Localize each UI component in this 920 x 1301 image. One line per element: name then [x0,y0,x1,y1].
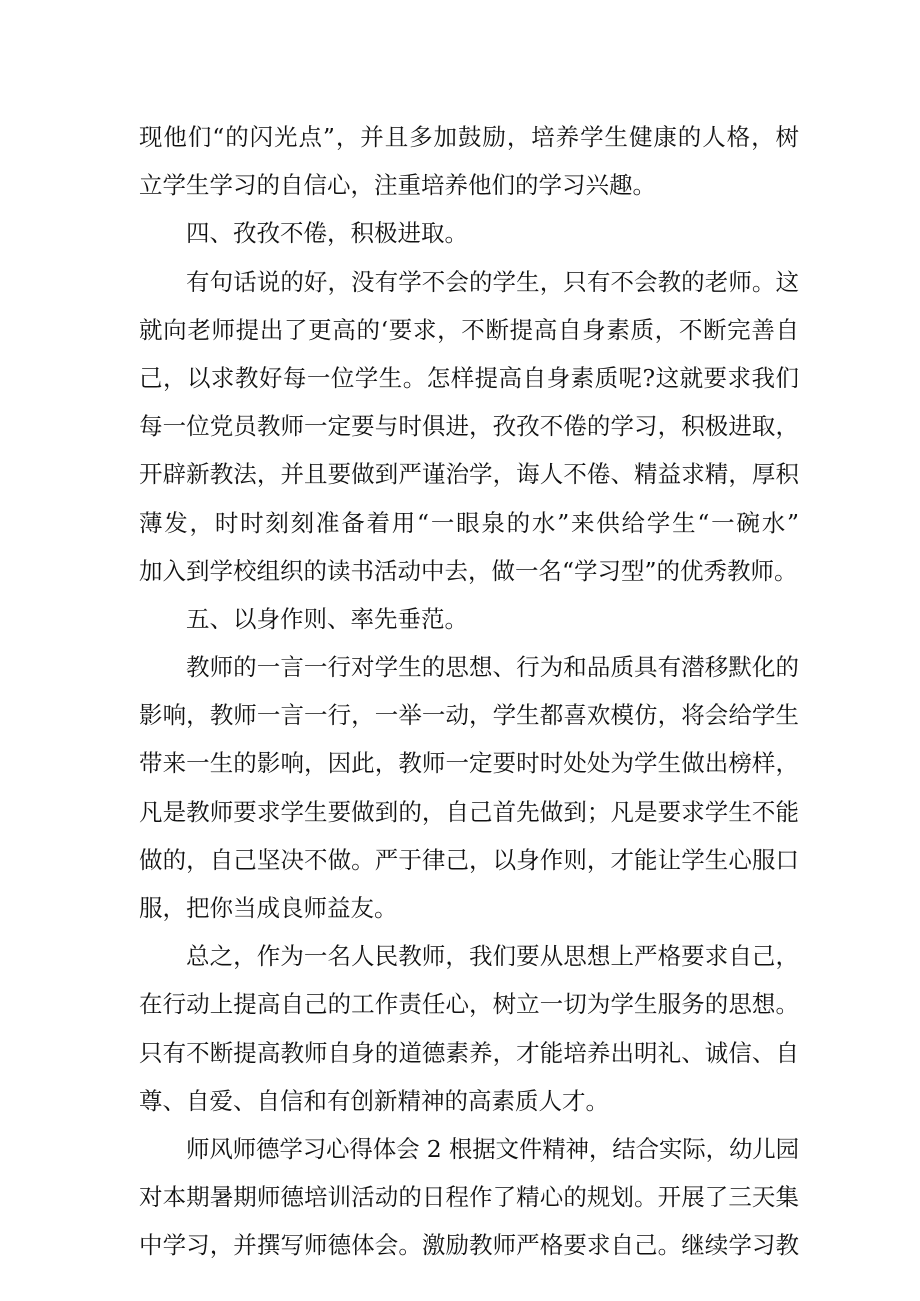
text-line: 中学习，并撰写师德体会。激励教师严格要求自己。继续学习教 [139,1231,799,1260]
text-line: 每一位党员教师一定要与时俱进，孜孜不倦的学习，积极进取， [139,412,799,441]
text-line: 有句话说的好，没有学不会的学生，只有不会教的老师。这 [186,267,799,296]
text-line: 四、孜孜不倦，积极进取。 [186,219,468,248]
text-line: 师风师德学习心得体会 2 根据文件精神，结合实际，幼儿园 [186,1134,799,1163]
text-line: 开辟新教法，并且要做到严谨治学，诲人不倦、精益求精，厚积 [139,460,799,489]
text-line: 就向老师提出了更高的‘要求，不断提高自身素质，不断完善自 [139,315,799,344]
text-line: 己，以求教好每一位学生。怎样提高自身素质呢?这就要求我们 [139,363,799,392]
text-line: 只有不断提高教师自身的道德素养，才能培养出明礼、诚信、自 [139,1038,799,1067]
text-line: 凡是教师要求学生要做到的，自己首先做到；凡是要求学生不能 [139,797,799,826]
text-line: 做的，自己坚决不做。严于律己，以身作则，才能让学生心服口 [139,845,799,874]
text-line: 在行动上提高自己的工作责任心，树立一切为学生服务的思想。 [139,990,799,1019]
text-line: 五、以身作则、率先垂范。 [186,604,468,633]
text-line: 服，把你当成良师益友。 [139,894,398,922]
body-text [139,113,799,1270]
text-line: 总之，作为一名人民教师，我们要从思想上严格要求自己， [186,942,799,971]
text-line: 带来一生的影响，因此，教师一定要时时处处为学生做出榜样， [139,749,799,778]
text-line: 立学生学习的自信心，注重培养他们的学习兴趣。 [139,171,656,200]
text-line: 影响，教师一言一行，一举一动，学生都喜欢模仿，将会给学生 [139,701,799,730]
text-line: 加入到学校组织的读书活动中去，做一名“学习型”的优秀教师。 [139,556,798,585]
text-line: 教师的一言一行对学生的思想、行为和品质具有潜移默化的 [186,653,799,682]
text-line: 尊、自爱、自信和有创新精神的高素质人才。 [139,1086,609,1115]
text-line: 薄发，时时刻刻准备着用“一眼泉的水”来供给学生“一碗水” [139,508,799,537]
text-line: 现他们“的闪光点”，并且多加鼓励，培养学生健康的人格，树 [139,123,799,151]
text-line: 对本期暑期师德培训活动的日程作了精心的规划。开展了三天集 [139,1183,799,1212]
